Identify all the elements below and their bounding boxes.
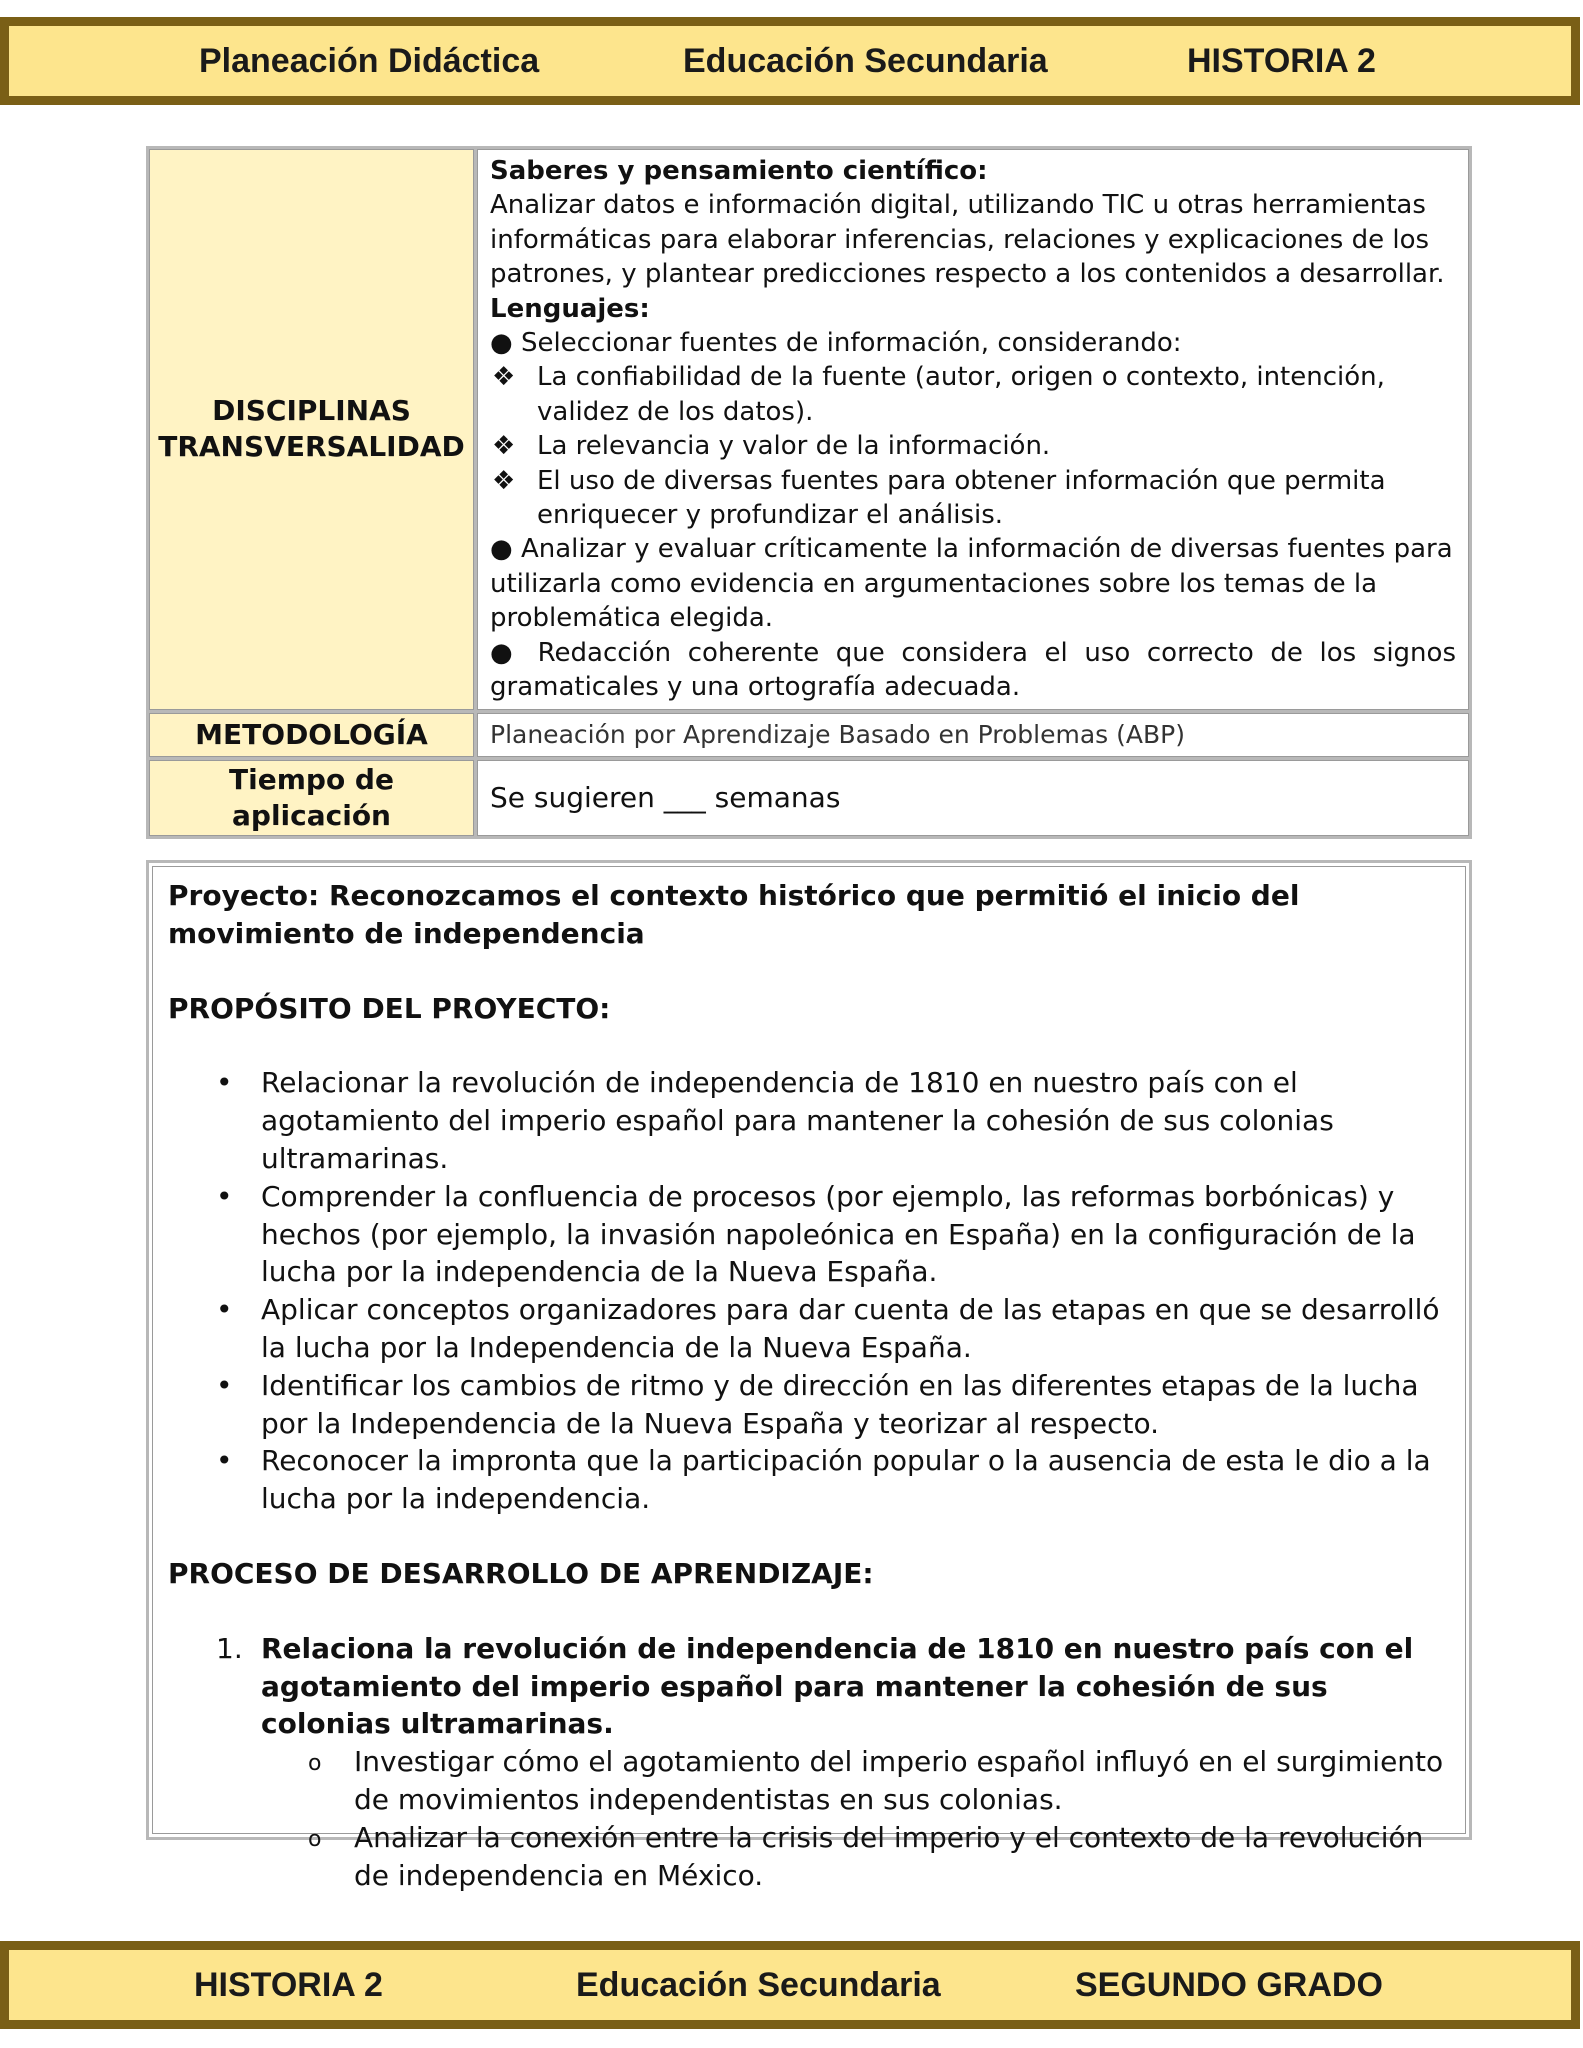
header-level: Educación Secundaria — [683, 41, 1048, 80]
saberes-heading: Saberes y pensamiento científico: — [490, 156, 988, 186]
list-item — [168, 1064, 1450, 1177]
tiempo-label-line1: Tiempo de — [229, 762, 394, 796]
step-1 — [168, 1630, 1450, 1743]
bullet-icon: • — [216, 1444, 233, 1478]
list-item — [168, 1743, 1450, 1819]
lenguajes-subitem — [490, 429, 1456, 463]
step-title: Relaciona la revolución de independencia de 1810 en nuestro país con el agotamiento del imperio español para mantener la cohesión de sus colonias ultramarinas. — [261, 1631, 1414, 1741]
project-box-inner — [152, 866, 1466, 1892]
bullet-icon: • — [216, 1179, 233, 1213]
proposito-heading: PROPÓSITO DEL PROYECTO: — [168, 991, 611, 1025]
subitem-text: La confiabilidad de la fuente (autor, origen o contexto, intención, validez de los datos). — [537, 362, 1385, 427]
step-number: 1. — [216, 1631, 243, 1665]
header-subject: HISTORIA 2 — [1187, 41, 1376, 80]
lenguajes-bullet-1: ● Seleccionar fuentes de información, considerando: — [490, 328, 1182, 359]
list-item-text: Reconocer la impronta que la participación popular o la ausencia de esta le dio a la lucha por la independencia. — [261, 1444, 1431, 1516]
subitem-text: La relevancia y valor de la información. — [537, 431, 1051, 462]
disciplinas-label-line2: TRANSVERSALIDAD — [158, 430, 465, 464]
project-box — [146, 860, 1472, 1892]
lenguajes-bullet-3: ● Redacción coherente que considera el uso correcto de los signos gramaticales y una ortografía adecuada. — [490, 637, 1456, 703]
proposito-list — [168, 1064, 1450, 1518]
metodologia-value: Planeación por Aprendizaje Basado en Problemas (ABP) — [477, 713, 1469, 757]
bullet-icon: • — [216, 1066, 233, 1100]
proceso-heading: PROCESO DE DESARROLLO DE APRENDIZAJE: — [168, 1556, 874, 1590]
list-item — [168, 1819, 1450, 1895]
circle-bullet-icon: o — [308, 1751, 322, 1777]
page-footer-banner — [0, 1941, 1580, 2029]
planning-table — [146, 146, 1472, 839]
tiempo-row — [149, 760, 1469, 836]
list-item — [168, 1442, 1450, 1518]
circle-bullet-icon: o — [308, 1826, 322, 1852]
lenguajes-bullet-2: ● Analizar y evaluar críticamente la información de diversas fuentes para utilizarla como evidencia en argumentaciones sobre los temas de la problemática elegida. — [490, 534, 1453, 634]
metodologia-row — [149, 713, 1469, 757]
bullet-icon: • — [216, 1368, 233, 1402]
disciplinas-content — [477, 149, 1469, 710]
footer-subject: HISTORIA 2 — [194, 1965, 383, 2004]
bullet-icon: • — [216, 1293, 233, 1327]
metodologia-label: METODOLOGÍA — [149, 713, 474, 757]
tiempo-label — [149, 760, 474, 836]
subitem-text: El uso de diversas fuentes para obtener información que permita enriquecer y profundizar el análisis. — [537, 465, 1386, 531]
list-item-text: Comprender la confluencia de procesos (por ejemplo, las reformas borbónicas) y hechos (por ejemplo, la invasión napoleónica en España) en la configuración de la lucha por la independencia de la Nueva España. — [261, 1179, 1416, 1289]
list-item-text: Investigar cómo el agotamiento del imperio español influyó en el surgimiento de movimientos independentistas en sus colonias. — [354, 1745, 1444, 1816]
lenguajes-heading: Lenguajes: — [490, 293, 650, 324]
diamond-bullet-icon: ❖ — [492, 465, 516, 496]
lenguajes-subitem — [490, 360, 1456, 429]
diamond-bullet-icon: ❖ — [492, 431, 516, 462]
list-item-text: Identificar los cambios de ritmo y de dirección en las diferentes etapas de la lucha por la Independencia de la Nueva España y teorizar al respecto. — [261, 1368, 1419, 1440]
list-item — [168, 1291, 1450, 1367]
diamond-bullet-icon: ❖ — [492, 362, 516, 393]
list-item — [168, 1178, 1450, 1291]
tiempo-label-line2: aplicación — [232, 798, 391, 832]
disciplinas-row — [149, 149, 1469, 710]
footer-level: Educación Secundaria — [576, 1965, 941, 2004]
footer-grade: SEGUNDO GRADO — [1075, 1965, 1383, 2004]
disciplinas-label-line1: DISCIPLINAS — [212, 394, 411, 428]
list-item-text: Aplicar conceptos organizadores para dar cuenta de las etapas en que se desarrolló la lucha por la Independencia de la Nueva España. — [261, 1293, 1440, 1364]
list-item-text: Relacionar la revolución de independencia de 1810 en nuestro país con el agotamiento del imperio español para mantener la cohesión de sus colonias ultramarinas. — [261, 1066, 1334, 1175]
list-item-text: Analizar la conexión entre la crisis del imperio y el contexto de la revolución de independencia en México. — [354, 1820, 1424, 1892]
header-document-type: Planeación Didáctica — [199, 41, 540, 80]
page-header-banner — [0, 17, 1580, 105]
step-1-items — [168, 1743, 1450, 1894]
tiempo-value: Se sugieren ___ semanas — [477, 760, 1469, 836]
list-item — [168, 1367, 1450, 1443]
project-title: Proyecto: Reconozcamos el contexto histórico que permitió el inicio del movimiento de independencia — [168, 879, 1300, 950]
saberes-text: Analizar datos e información digital, utilizando TIC u otras herramientas informáticas para elaborar inferencias, relaciones y explicaciones de los patrones, y plantear predicciones respecto a los contenidos a desarrollar. — [490, 190, 1445, 290]
lenguajes-subitem — [490, 464, 1456, 533]
disciplinas-label — [149, 149, 474, 710]
